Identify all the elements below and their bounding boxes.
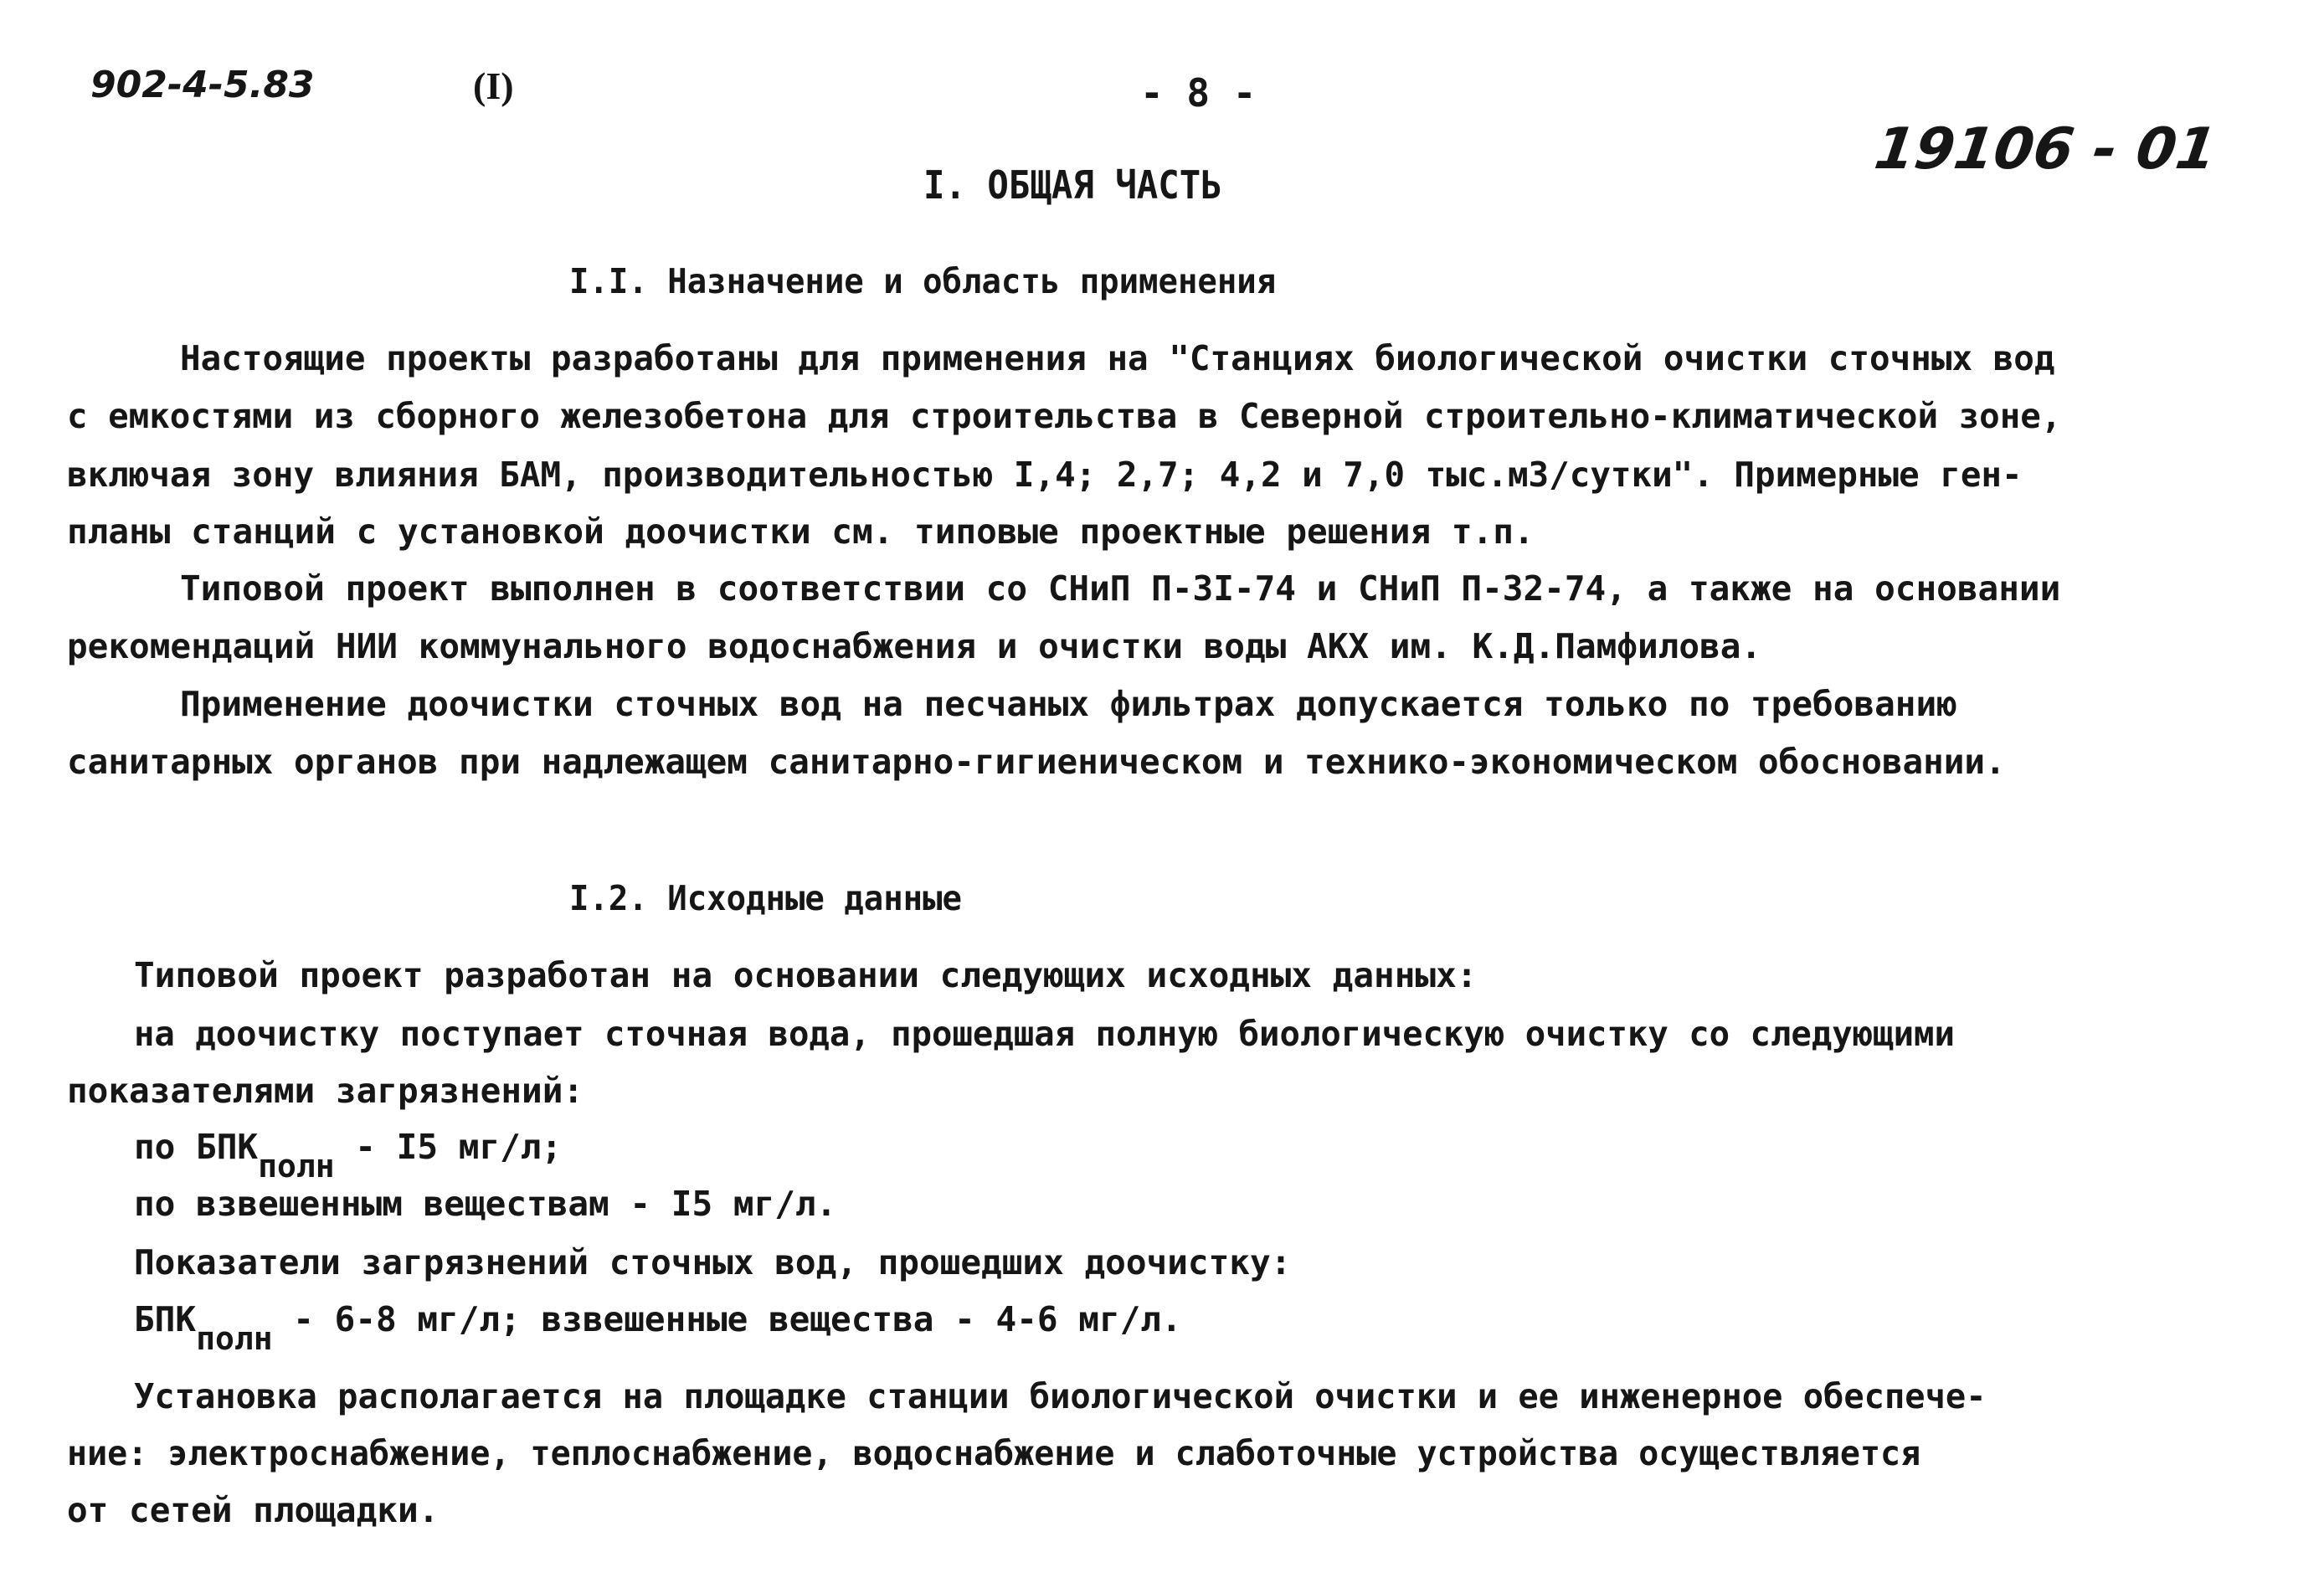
sheet-number-handwritten: 19106 - 01	[1870, 116, 2221, 182]
paragraph-line: Применение доочистки сточных вод на песчаных фильтрах допускается только по требованию	[180, 684, 1957, 724]
paragraph-line: санитарных органов при надлежащем санитарно-гигиеническом и технико-экономическом обосновании.	[67, 742, 2006, 782]
paragraph-line: Показатели загрязнений сточных вод, прошедших доочистку:	[134, 1242, 1292, 1282]
paragraph-line: от сетей площадки.	[67, 1490, 440, 1530]
paragraph-line: Установка располагается на площадке станции биологической очистки и ее инженерное обеспече-	[134, 1376, 1987, 1416]
bpk-label: по БПК	[134, 1127, 259, 1167]
bpk-outflow-line	[134, 1299, 1182, 1357]
bpk-value: - I5 мг/л;	[334, 1127, 563, 1167]
bpk-subscript: полн	[196, 1320, 273, 1357]
paragraph-line: планы станций с установкой доочистки см. типовые проектные решения т.п.	[67, 511, 1535, 552]
paragraph-line: Типовой проект разработан на основании следующих исходных данных:	[134, 955, 1478, 995]
paragraph-line: Настоящие проекты разработаны для применения на "Станциях биологической очистки сточных вод	[180, 338, 2055, 378]
bpk-label: БПК	[134, 1299, 197, 1339]
subsection-title-source-data: I.2. Исходные данные	[569, 878, 963, 918]
bpk-inflow-line	[134, 1127, 563, 1185]
document-part: (I)	[473, 64, 514, 107]
paragraph-line: показателями загрязнений:	[67, 1071, 584, 1111]
page-number: - 8 -	[1140, 70, 1257, 116]
paragraph-line: ние: электроснабжение, теплоснабжение, водоснабжение и слаботочные устройства осуществляется	[67, 1433, 1921, 1473]
subsection-title-purpose: I.I. Назначение и область применения	[569, 261, 1277, 301]
section-title-general: I. ОБЩАЯ ЧАСТЬ	[923, 162, 1222, 208]
paragraph-line: включая зону влияния БАМ, производительностью I,4; 2,7; 4,2 и 7,0 тыс.м3/сутки". Примерные ген-	[67, 455, 2023, 495]
paragraph-line: на доочистку поступает сточная вода, прошедшая полную биологическую очистку со следующими	[134, 1014, 1955, 1054]
document-code: 902-4-5.83	[90, 64, 315, 106]
bpk-subscript: полн	[258, 1148, 335, 1185]
bpk-value: - 6-8 мг/л; взвешенные вещества - 4-6 мг/л.	[272, 1299, 1182, 1339]
paragraph-line: рекомендаций НИИ коммунального водоснабжения и очистки воды АКХ им. К.Д.Памфилова.	[67, 626, 1762, 666]
paragraph-line: Типовой проект выполнен в соответствии со СНиП П-3I-74 и СНиП П-32-74, а также на основании	[180, 568, 2061, 609]
paragraph-line: по взвешенным веществам - I5 мг/л.	[134, 1184, 837, 1224]
paragraph-line: с емкостями из сборного железобетона для строительства в Северной строительно-климатической зоне,	[67, 396, 2062, 436]
